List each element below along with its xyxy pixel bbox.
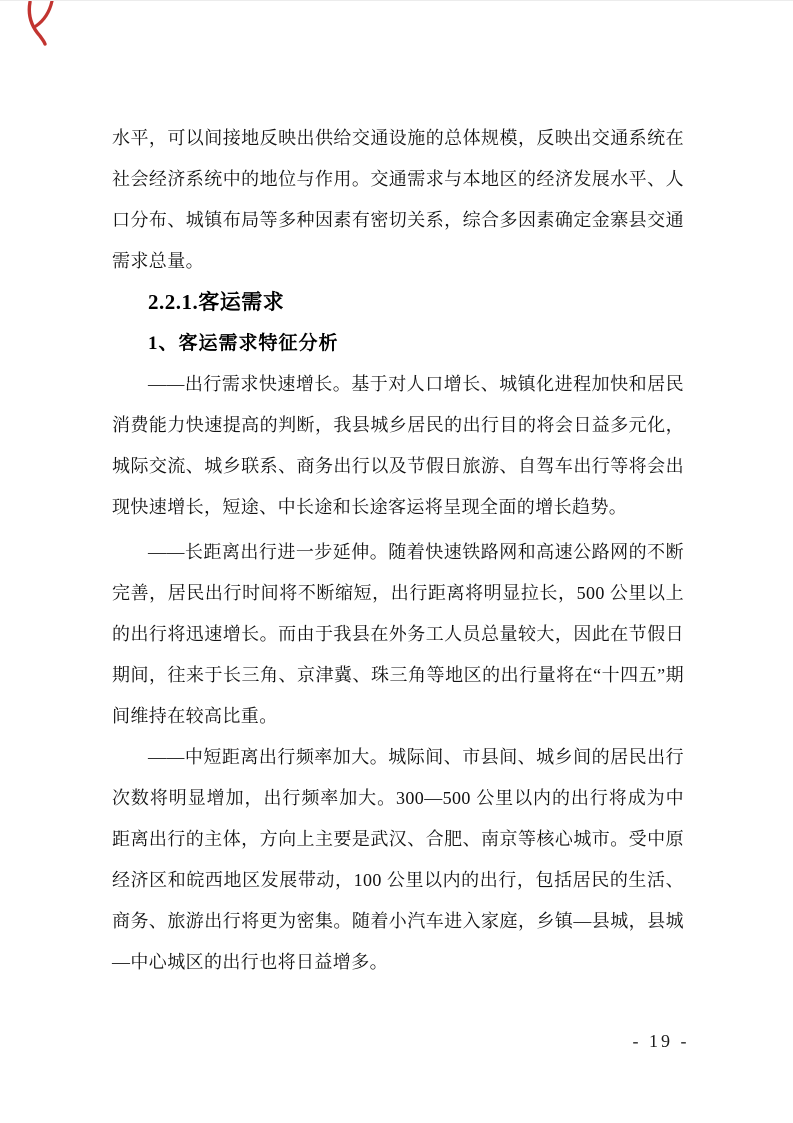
dash-paragraph-mid-short-distance-travel: ——中短距离出行频率加大。城际间、市县间、城乡间的居民出行次数将明显增加，出行频率加大。300—500 公里以内的出行将成为中距离出行的主体，方向上主要是武汉、合肥、南京等核心城市。受中原经济区和皖西地区发展带动，100 公里以内的出行，包括居民的生活、商务、旅游出行将更为密集。随着小汽车进入家庭，乡镇—县城，县城—中心城区的出行也将日益增多。 <box>112 747 684 972</box>
page-number: - 19 - <box>632 1031 690 1051</box>
page-content <box>112 118 684 983</box>
red-ink-annotation-icon <box>20 1 66 49</box>
dash-paragraph-travel-demand-growth: ——出行需求快速增长。基于对人口增长、城镇化进程加快和居民消费能力快速提高的判断，我县城乡居民的出行目的将会日益多元化，城际交流、城乡联系、商务出行以及节假日旅游、自驾车出行等将会出现快速增长，短途、中长途和长途客运将呈现全面的增长趋势。 <box>112 374 684 517</box>
red-ink-stroke <box>29 2 45 44</box>
section-heading: 2.2.1.客运需求 <box>148 290 285 314</box>
paragraph-continuation: 水平，可以间接地反映出供给交通设施的总体规模，反映出交通系统在社会经济系统中的地位与作用。交通需求与本地区的经济发展水平、人口分布、城镇布局等多种因素有密切关系，综合多因素确定金寨县交通需求总量。 <box>112 128 684 271</box>
subsection-heading: 1、客运需求特征分析 <box>148 333 339 354</box>
dash-paragraph-long-distance-travel: ——长距离出行进一步延伸。随着快速铁路网和高速公路网的不断完善，居民出行时间将不断缩短，出行距离将明显拉长，500 公里以上的出行将迅速增长。而由于我县在外务工人员总量较大，因此在节假日期间，往来于长三角、京津冀、珠三角等地区的出行量将在“十四五”期间维持在较高比重。 <box>112 542 684 726</box>
red-ink-stroke <box>36 1 52 26</box>
